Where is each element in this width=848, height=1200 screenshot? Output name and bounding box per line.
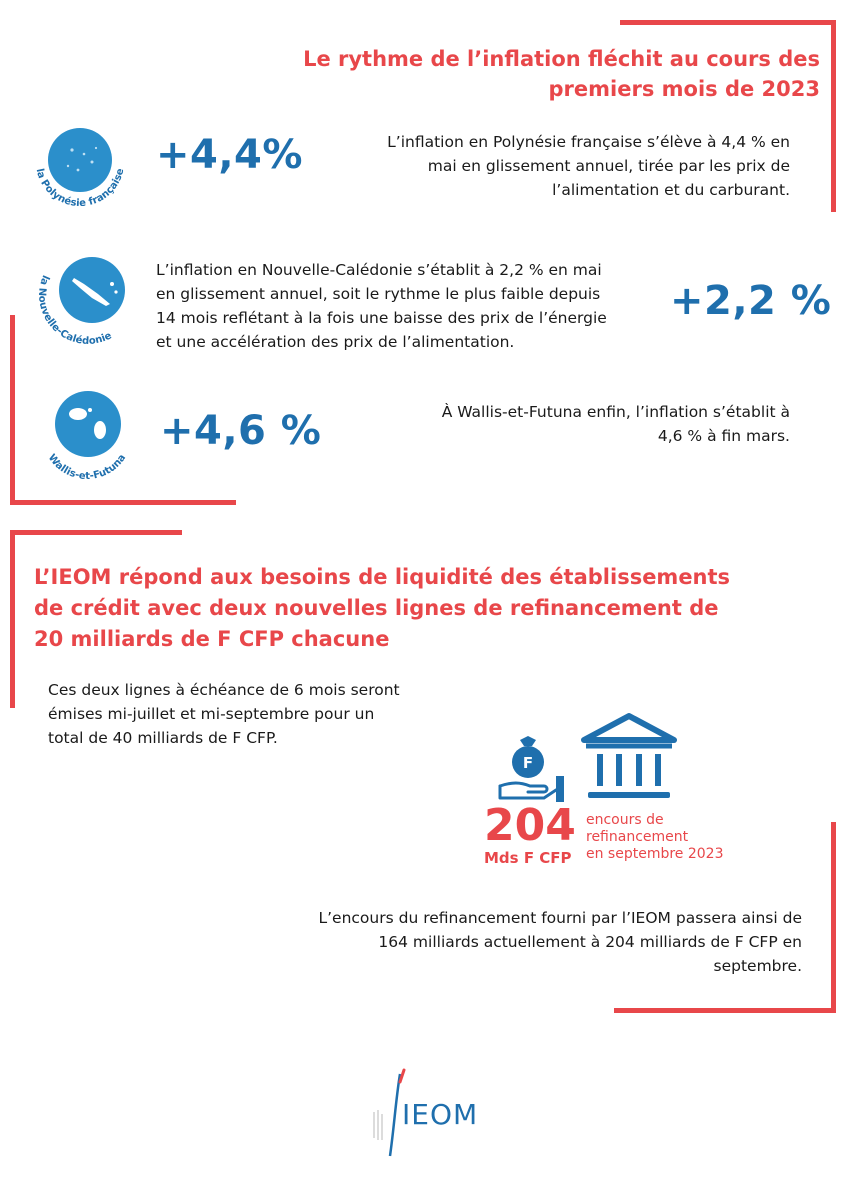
polynesie-inflation-value: +4,4% [156,132,303,178]
frame2-top-left [10,530,182,535]
nouvelle-caledonie-emblem-label: la Nouvelle-Calédonie [36,273,114,347]
frame-left-vertical [10,315,15,505]
nc-text-line-2: en glissement annuel, soit le rythme le plus faible depuis [156,285,601,303]
polynesie-text-line-1: L’inflation en Polynésie française s’élève à 4,4 % en [387,133,790,151]
polynesie-emblem-icon [22,118,137,210]
frame2-right-vertical [831,822,836,1012]
kpi-label-line-3: en septembre 2023 [586,846,724,862]
closing-line-3: septembre. [713,957,802,975]
refinancing-title-line-2: de crédit avec deux nouvelles lignes de refinancement de [34,596,719,620]
nouvelle-caledonie-inflation-value: +2,2 % [670,278,832,324]
kpi-label-line-1: encours de [586,812,664,828]
ieom-logo-icon [370,1068,482,1160]
kpi-label [586,812,724,863]
wallis-futuna-description [340,400,790,448]
nc-text-line-4: et une accélération des prix de l’alimentation. [156,333,515,351]
money-bag-letter: F [522,754,534,772]
nc-text-line-1: L’inflation en Nouvelle-Calédonie s’établit à 2,2 % en mai [156,261,602,279]
frame-bottom-left [10,500,236,505]
kpi-value: 204 [484,800,576,851]
wf-text-line-2: 4,6 % à fin mars. [657,427,790,445]
polynesie-text-line-3: l’alimentation et du carburant. [552,181,790,199]
kpi-label-line-2: refinancement [586,829,689,845]
inflation-title-line-1: Le rythme de l’inflation fléchit au cours des [303,47,820,71]
wallis-futuna-inflation-value: +4,6 % [160,408,322,454]
frame2-bottom-right [614,1008,836,1013]
intro-line-2: émises mi-juillet et mi-septembre pour un [48,705,375,723]
refinancing-title-line-1: L’IEOM répond aux besoins de liquidité des établissements [34,565,731,589]
frame2-left-vertical [10,530,15,708]
wallis-futuna-emblem-icon [28,384,143,484]
inflation-title-line-2: premiers mois de 2023 [548,77,820,101]
ieom-logo-text: IEOM [402,1098,479,1131]
refinancing-title-line-3: 20 milliards de F CFP chacune [34,627,390,651]
nouvelle-caledonie-description [156,258,656,354]
money-bag-hand-icon [498,732,576,806]
inflation-title [120,44,820,104]
polynesie-description [320,130,790,202]
intro-line-3: total de 40 milliards de F CFP. [48,729,278,747]
refinancing-closing [202,906,802,978]
frame-right-vertical [831,20,836,212]
polynesie-emblem-label: la Polynésie française [33,167,127,210]
bank-building-icon [578,712,680,804]
frame-top-right [620,20,836,25]
kpi-unit: Mds F CFP [484,849,572,867]
closing-line-2: 164 milliards actuellement à 204 milliards de F CFP en [378,933,802,951]
refinancing-title [34,562,824,655]
intro-line-1: Ces deux lignes à échéance de 6 mois seront [48,681,400,699]
wallis-futuna-emblem-label: Wallis-et-Futuna [45,452,129,483]
nc-text-line-3: 14 mois reflétant à la fois une baisse des prix de l’énergie [156,309,607,327]
refinancing-intro [48,678,468,750]
nouvelle-caledonie-emblem-icon [26,248,141,353]
polynesie-text-line-2: mai en glissement annuel, tirée par les prix de [427,157,790,175]
closing-line-1: L’encours du refinancement fourni par l’IEOM passera ainsi de [318,909,802,927]
wf-text-line-1: À Wallis-et-Futuna enfin, l’inflation s’établit à [441,403,790,421]
